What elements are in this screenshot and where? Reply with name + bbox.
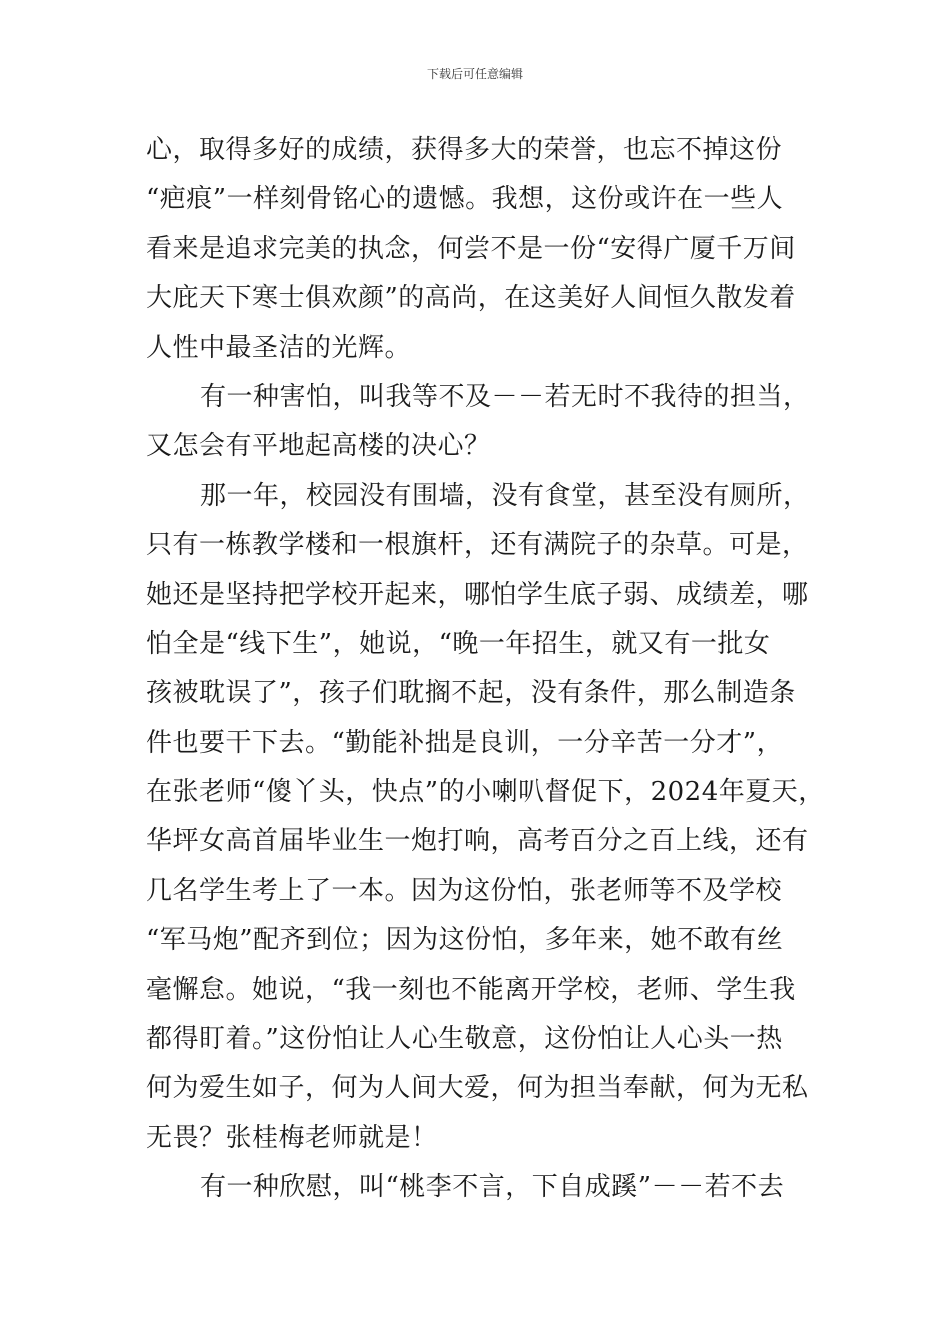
text-line: “疤痕”一样刻骨铭心的遗憾。我想，这份或许在一些人 (146, 184, 784, 215)
text-line: 何为爱生如子，何为人间大爱，何为担当奉献，何为无私 (146, 1073, 809, 1104)
text-line: 大庇天下寒士俱欢颜”的高尚，在这美好人间恒久散发着 (146, 283, 796, 314)
text-line: “军马炮”配齐到位；因为这份怕，多年来，她不敢有丝 (146, 925, 784, 956)
text-line: 有一种欣慰，叫“桃李不言，下自成蹊”－－若不去 (200, 1172, 785, 1203)
page-header: 下载后可任意编辑 (426, 67, 523, 81)
text-line: 在张老师“傻丫头，快点”的小喇叭督促下，2024年夏天， (146, 777, 825, 808)
text-line: 毫懈怠。她说，“我一刻也不能离开学校，老师、学生我 (146, 974, 796, 1005)
text-line: 看来是追求完美的执念，何尝不是一份“安得广厦千万间 (146, 233, 796, 264)
text-line: 心，取得多好的成绩，获得多大的荣誉，也忘不掉这份 (146, 135, 783, 165)
text-line: 几名学生考上了一本。因为这份怕，张老师等不及学校 (146, 875, 783, 906)
text-line: 那一年，校园没有围墙，没有食堂，甚至没有厕所， (200, 480, 810, 511)
text-line: 人性中最圣洁的光辉。 (146, 332, 412, 363)
text-line: 华坪女高首届毕业生一炮打响，高考百分之百上线，还有 (146, 826, 809, 857)
text-line: 只有一栋教学楼和一根旗杆，还有满院子的杂草。可是， (146, 530, 809, 561)
text-line: 有一种害怕，叫我等不及－－若无时不我待的担当， (200, 381, 810, 412)
text-line: 无畏？张桂梅老师就是！ (146, 1122, 438, 1153)
text-line: 件也要干下去。“勤能补拙是良训，一分辛苦一分才”， (146, 727, 784, 758)
text-line: 怕全是“线下生”，她说，“晚一年招生，就又有一批女 (146, 628, 771, 659)
text-line: 孩被耽误了”，孩子们耽搁不起，没有条件，那么制造条 (146, 678, 796, 709)
document-body (146, 126, 826, 1213)
text-line: 都得盯着。”这份怕让人心生敬意，这份怕让人心头一热 (146, 1024, 783, 1055)
text-line: 她还是坚持把学校开起来，哪怕学生底子弱、成绩差，哪 (146, 579, 809, 610)
text-line: 又怎会有平地起高楼的决心？ (146, 431, 491, 462)
